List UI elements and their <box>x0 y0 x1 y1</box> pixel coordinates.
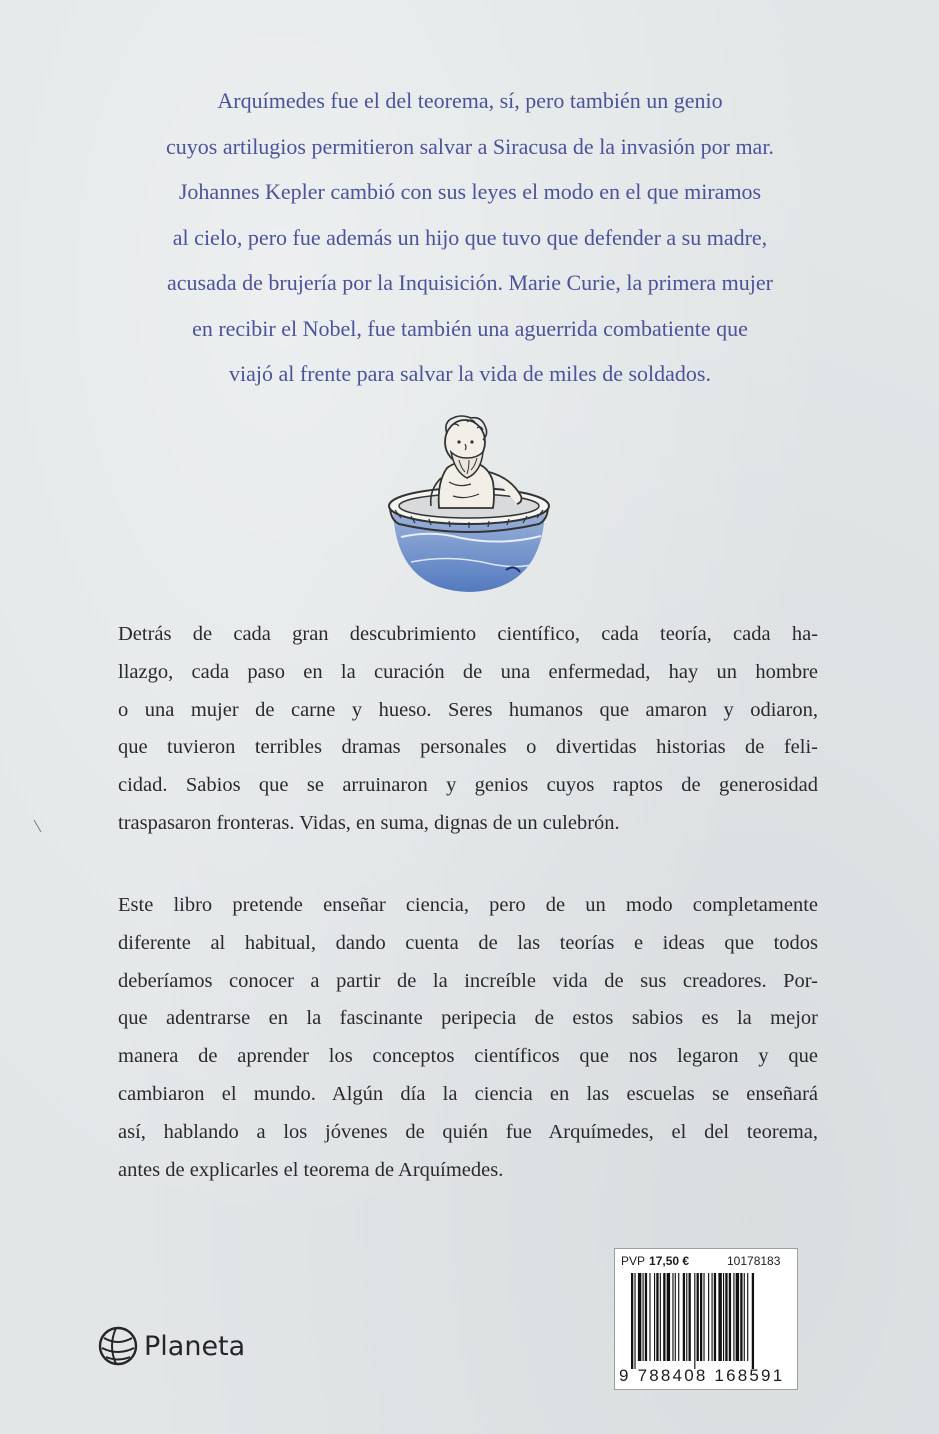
barcode-bar <box>683 1273 685 1361</box>
blurb-line: en recibir el Nobel, fue también una aguerrida combatiente que <box>192 315 748 341</box>
paragraph-line: cidad. Sabios que se arruinaron y genios cuyos raptos de generosidad <box>118 774 818 797</box>
blurb-line: cuyos artilugios permitieron salvar a Siracusa de la invasión por mar. <box>166 133 774 159</box>
barcode-bar <box>678 1273 679 1361</box>
blurb-line: Arquímedes fue el del teorema, sí, pero también un genio <box>217 88 723 113</box>
description-paragraph-1 <box>118 616 818 843</box>
barcode-bar <box>654 1273 655 1361</box>
barcode-bar <box>714 1273 716 1361</box>
barcode-bar <box>649 1273 650 1361</box>
barcode-bar <box>645 1273 647 1361</box>
paragraph-line: Este libro pretende enseñar ciencia, pero de un modo completamente <box>118 894 818 916</box>
barcode-bar <box>634 1273 635 1369</box>
isbn-number: 9 788408 168591 <box>619 1366 785 1385</box>
blurb-line: acusada de brujería por la Inquisición. Marie Curie, la primera mujer <box>167 270 773 295</box>
barcode-bar <box>686 1273 687 1361</box>
publisher-name: Planeta <box>144 1330 246 1362</box>
barcode-bar <box>694 1273 695 1369</box>
barcode-bar <box>656 1273 658 1361</box>
paragraph-line: Detrás de cada gran descubrimiento científico, cada teoría, cada ha- <box>118 623 818 645</box>
publisher-logo <box>96 1323 245 1369</box>
blurb-line: viajó al frente para salvar la vida de miles de soldados. <box>229 361 711 386</box>
barcode-bar <box>663 1273 665 1361</box>
price-label: PVP <box>621 1254 646 1268</box>
barcode-bar <box>752 1273 754 1369</box>
barcode-bar <box>729 1273 731 1361</box>
price-value: 17,50 € <box>649 1254 690 1268</box>
barcode-bar <box>740 1273 742 1361</box>
barcode-bar <box>747 1273 748 1361</box>
paragraph-line: deberíamos conocer a partir de la increíble vida de sus creadores. Por- <box>118 969 818 992</box>
description-paragraph-2 <box>118 887 818 1189</box>
barcode-bar <box>689 1273 691 1361</box>
barcode-bar <box>708 1273 709 1361</box>
paragraph-line: o una mujer de carne y hueso. Seres humanos que amaron y odiaron, <box>118 698 818 721</box>
blurb-text <box>70 78 870 397</box>
barcode-bar <box>718 1273 721 1361</box>
barcode-bar <box>638 1273 641 1361</box>
paragraph-line: que tuvieron terribles dramas personales o divertidas historias de feli- <box>118 736 818 759</box>
archimedes-bathtub-illustration <box>381 412 557 592</box>
paragraph-line: traspasaron fronteras. Vidas, en suma, dignas de un culebrón. <box>118 811 620 834</box>
barcode-bar <box>736 1273 739 1361</box>
scratch-mark <box>32 818 44 834</box>
blurb-line: Johannes Kepler cambió con sus leyes el modo en el que miramos <box>178 179 762 204</box>
barcode-bar <box>703 1273 704 1361</box>
barcode-bar <box>725 1273 727 1361</box>
barcode-bar <box>675 1273 676 1361</box>
paragraph-line: diferente al habitual, dando cuenta de las teorías e ideas que todos <box>118 931 818 954</box>
barcode-bar <box>744 1273 745 1361</box>
barcode-bar <box>672 1273 673 1361</box>
price-row <box>621 1254 781 1268</box>
blurb-line: al cielo, pero fue además un hijo que tuvo que defender a su madre, <box>172 224 768 250</box>
barcode-bar <box>643 1273 644 1361</box>
paragraph-line: que adentrarse en la fascinante peripecia de estos sabios es la mejor <box>118 1007 818 1030</box>
barcode-bar <box>631 1273 633 1369</box>
paragraph-line: así, hablando a los jóvenes de quién fue Arquímedes, el del teorema, <box>118 1120 818 1143</box>
barcode-bar <box>697 1273 699 1361</box>
barcode-bar <box>700 1273 702 1361</box>
paragraph-line: llazgo, cada paso en la curación de una enfermedad, hay un hombre <box>118 660 818 683</box>
barcode-bar <box>723 1273 724 1361</box>
barcode-bar <box>660 1273 661 1361</box>
paragraph-line: manera de aprender los conceptos científicos que nos legaron y que <box>118 1045 818 1068</box>
barcode-bar <box>712 1273 713 1361</box>
barcode-bar <box>733 1273 734 1361</box>
paragraph-line: cambiaron el mundo. Algún día la ciencia en las escuelas se enseñará <box>118 1082 818 1105</box>
barcode-graphic <box>631 1273 791 1369</box>
barcode-bar <box>667 1273 670 1361</box>
price-barcode-box <box>614 1248 798 1390</box>
internal-code: 10178183 <box>727 1254 781 1268</box>
paragraph-line: antes de explicarles el teorema de Arquímedes. <box>118 1158 504 1181</box>
planeta-globe-icon <box>96 1324 140 1368</box>
